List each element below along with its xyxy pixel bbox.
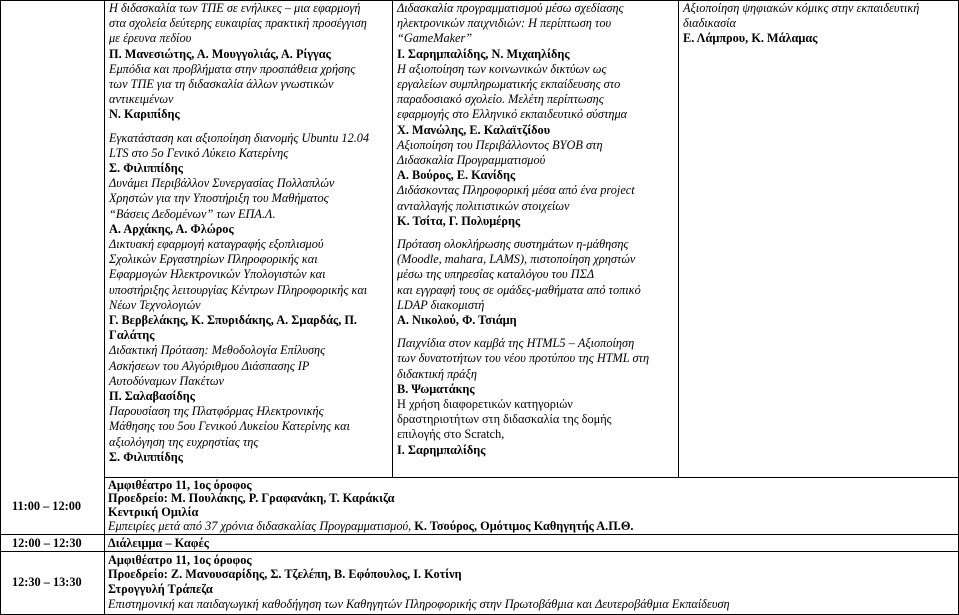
paper-authors: Ν. Καριπίδης — [109, 107, 180, 122]
paper-title-line: μέσω της υπηρεσίας καταλόγου του ΠΣΔ — [397, 267, 595, 282]
session-column-1 — [105, 0, 392, 477]
paper-title-line: Παρουσίαση της Πλατφόρμας Ηλεκτρονικής — [109, 404, 324, 419]
paper-title-line: Ασκήσεων του Αλγόριθμου Διάσπασης IP — [109, 358, 310, 373]
paper-authors: Σ. Φιλιππίδης — [109, 161, 183, 176]
paper-entry — [397, 1, 674, 62]
slot-venue: Αμφιθέατρο 11, 1ος όροφος — [108, 553, 252, 567]
break-label: Διάλειμμα – Καφές — [108, 536, 209, 550]
paper-entry — [397, 138, 674, 184]
paper-authors: Α. Αρχάκης, Α. Φλώρος — [109, 221, 234, 236]
paper-title-line: με έρευνα πεδίου — [109, 31, 192, 46]
paper-title-line: Αυτοδύναμων Πακέτων — [109, 373, 224, 388]
paper-title-line: αντικειμένων — [109, 92, 174, 107]
paper-entry — [683, 1, 954, 47]
paper-title-line: των ΤΠΕ για τη διδασκαλία άλλων γνωστικών — [109, 77, 334, 92]
paper-title-line: διαδικασία — [683, 16, 737, 31]
paper-title-line: Παιχνίδια στον καμβά της HTML5 – Αξιοποίηση — [397, 336, 635, 351]
paper-title-line: των δυνατοτήτων του νέου προτύπου της HTML στη — [397, 351, 650, 366]
paper-title-line: (Moodle, mahara, LAMS), πιστοποίηση χρηστών — [397, 252, 636, 267]
slot-time: 12:00 – 12:30 — [12, 536, 82, 550]
paper-entry — [397, 237, 674, 328]
paper-title-line: Σχολικών Εργαστηρίων Πληροφορικής και — [109, 252, 318, 267]
paper-entry — [109, 62, 388, 123]
paper-authors: Ι. Σαρημπαλίδης — [397, 442, 486, 457]
spacer — [109, 123, 388, 131]
paper-authors: Ι. Σαρημπαλίδης, Ν. Μιχαηλίδης — [397, 46, 570, 61]
paper-title-line: Αξιοποίηση του Περιβάλλοντος BYOB στη — [397, 137, 603, 152]
paper-authors: Ε. Λάμπρου, Κ. Μάλαμας — [683, 31, 818, 46]
paper-authors: Β. Ψωματάκης — [397, 381, 475, 396]
table-left-border — [0, 0, 1, 615]
paper-title-line: ανταλλαγής πολιτιστικών στοιχείων — [397, 198, 570, 213]
paper-title-line: Εγκατάσταση και αξιοποίηση διανομής Ubuntu 12.04 — [109, 130, 370, 145]
paper-title-line: στα σχολεία δεύτερης ευκαιρίας πρακτική προσέγγιση — [109, 16, 367, 31]
slot-session-type: Κεντρική Ομιλία — [108, 505, 199, 519]
paper-authors: Α. Νικολού, Φ. Τσιάμη — [397, 313, 517, 328]
paper-title-line: Χρηστών για την Υποστήριξη του Μαθήματος — [109, 191, 329, 206]
spacer — [397, 328, 674, 336]
paper-authors: Α. Βούρος, Ε. Κανίδης — [397, 168, 516, 183]
paper-authors: Γαλάτης — [109, 328, 155, 343]
paper-authors: Χ. Μανώλης, Ε. Καλαϊτζίδου — [397, 122, 551, 137]
paper-title-line: Νέων Τεχνολογιών — [109, 297, 201, 312]
paper-authors: Κ. Τσίτα, Γ. Πολυμέρης — [397, 213, 521, 228]
paper-entry — [109, 343, 388, 404]
paper-title-line: Η χρήση διαφορετικών κατηγοριών — [397, 397, 573, 412]
paper-title-line: Η αξιοποίηση των κοινωνικών δικτύων ως — [397, 61, 607, 76]
paper-title-line: επιλογής στο Scratch, — [397, 427, 505, 442]
session-column-3 — [679, 0, 958, 477]
paper-title-line: LTS στο 5ο Γενικό Λύκειο Κατερίνης — [109, 145, 289, 160]
paper-title-line: Δικτυακή εφαρμογή καταγραφής εξοπλισμού — [109, 237, 324, 252]
paper-entry — [397, 336, 674, 397]
paper-title-line: Η διδασκαλία των ΤΠΕ σε ενήλικες – μια εφαρμογή — [109, 1, 361, 15]
paper-title-line: Πρόταση ολοκλήρωσης συστημάτων η-μάθησης — [397, 237, 629, 252]
paper-title-line: ηλεκτρονικών παιχνιδιών: Η περίπτωση του — [397, 16, 612, 31]
paper-title-line: Διδασκαλία προγραμματισμού μέσω σχεδίασης — [397, 1, 624, 15]
paper-authors: Γ. Βερβελάκης, Κ. Σπυριδάκης, Α. Σμαρδάς, Π. — [109, 313, 357, 328]
paper-title-line: Εφαρμογών Ηλεκτρονικών Υπολογιστών και — [109, 267, 326, 282]
paper-title-line: Μάθησης του 5ου Γενικού Λυκείου Κατερίνης και — [109, 419, 350, 434]
spacer — [397, 229, 674, 237]
paper-title-line: “GameMaker” — [397, 31, 473, 46]
slot-chairs: Προεδρείο: Ζ. Μανουσαρίδης, Σ. Τζελέπη, Β. Εφόπουλος, Ι. Κοτίνη — [108, 567, 462, 581]
paper-title-line: διδακτική πράξη — [397, 366, 477, 381]
paper-title-line: και εγγραφή τους σε ομάδες-μαθήματα από τοπικό — [397, 282, 641, 297]
paper-title-line: Εμπόδια και προβλήματα στην προσπάθεια χρήσης — [109, 61, 356, 76]
paper-entry — [109, 131, 388, 177]
roundtable-topic: Επιστημονική και παιδαγωγική καθοδήγηση των Καθηγητών Πληροφορικής στην Πρωτοβάθμια και Δευτεροβάθμια Εκπαίδευση — [108, 597, 730, 611]
paper-entry — [397, 62, 674, 138]
paper-title-line: “Βάσεις Δεδομένων” των ΕΠΑ.Λ. — [109, 206, 276, 221]
slot-session-type: Στρογγυλή Τράπεζα — [108, 582, 213, 596]
paper-title-line: Διδακτική Πρόταση: Μεθοδολογία Επίλυσης — [109, 343, 326, 358]
paper-title-line: παραδοσιακό σχολείο. Μελέτη περίπτωσης — [397, 92, 604, 107]
paper-title-line: εργαλείων συμπληρωματικής εκπαίδευσης στο — [397, 77, 621, 92]
slot-venue: Αμφιθέατρο 11, 1ος όροφος — [108, 478, 252, 492]
paper-title-line: αξιολόγηση της ευχρηστίας της — [109, 434, 259, 449]
paper-authors: Σ. Φιλιππίδης — [109, 449, 183, 464]
session-column-2 — [393, 0, 678, 477]
paper-title-line: Δυνάμει Περιβάλλον Συνεργασίας Πολλαπλών — [109, 176, 335, 191]
paper-entry — [109, 1, 388, 62]
paper-title-line: υποστήριξης λειτουργίας Κέντρων Πληροφορικής και — [109, 282, 368, 297]
paper-title-line: LDAP διακομιστή — [397, 297, 485, 312]
slot-chairs: Προεδρείο: Μ. Πουλάκης, Ρ. Γραφανάκη, Τ. Καράκιζα — [108, 491, 395, 505]
paper-entry — [109, 237, 388, 343]
slot-time: 11:00 – 12:00 — [12, 499, 81, 513]
paper-authors: Π. Σαλαβασίδης — [109, 389, 195, 404]
paper-authors: Π. Μανεσιώτης, Α. Μουγγολιάς, Α. Ρίγγας — [109, 46, 331, 61]
paper-title-line: δραστηριοτήτων στη διδασκαλία της δομής — [397, 412, 612, 427]
paper-title-line: Διδασκαλία Προγραμματισμού — [397, 153, 546, 168]
paper-title-line: Διδάσκοντας Πληροφορική μέσα από ένα project — [397, 183, 635, 198]
paper-title-line: Αξιοποίηση ψηφιακών κόμικς στην εκπαιδευτική — [683, 1, 920, 15]
paper-entry — [109, 176, 388, 237]
paper-title-line: εφαρμογής στο Ελληνικό εκπαιδευτικό σύστημα — [397, 107, 628, 122]
paper-entry — [397, 183, 674, 229]
keynote-speaker: Κ. Τσούρος, Ομότιμος Καθηγητής Α.Π.Θ. — [414, 519, 634, 533]
keynote-line — [108, 519, 634, 534]
keynote-title: Εμπειρίες μετά από 37 χρόνια διδασκαλίας Προγραμματισμού, — [108, 519, 412, 533]
paper-entry — [397, 397, 674, 458]
paper-entry — [109, 404, 388, 465]
slot-time: 12:30 – 13:30 — [12, 575, 82, 589]
